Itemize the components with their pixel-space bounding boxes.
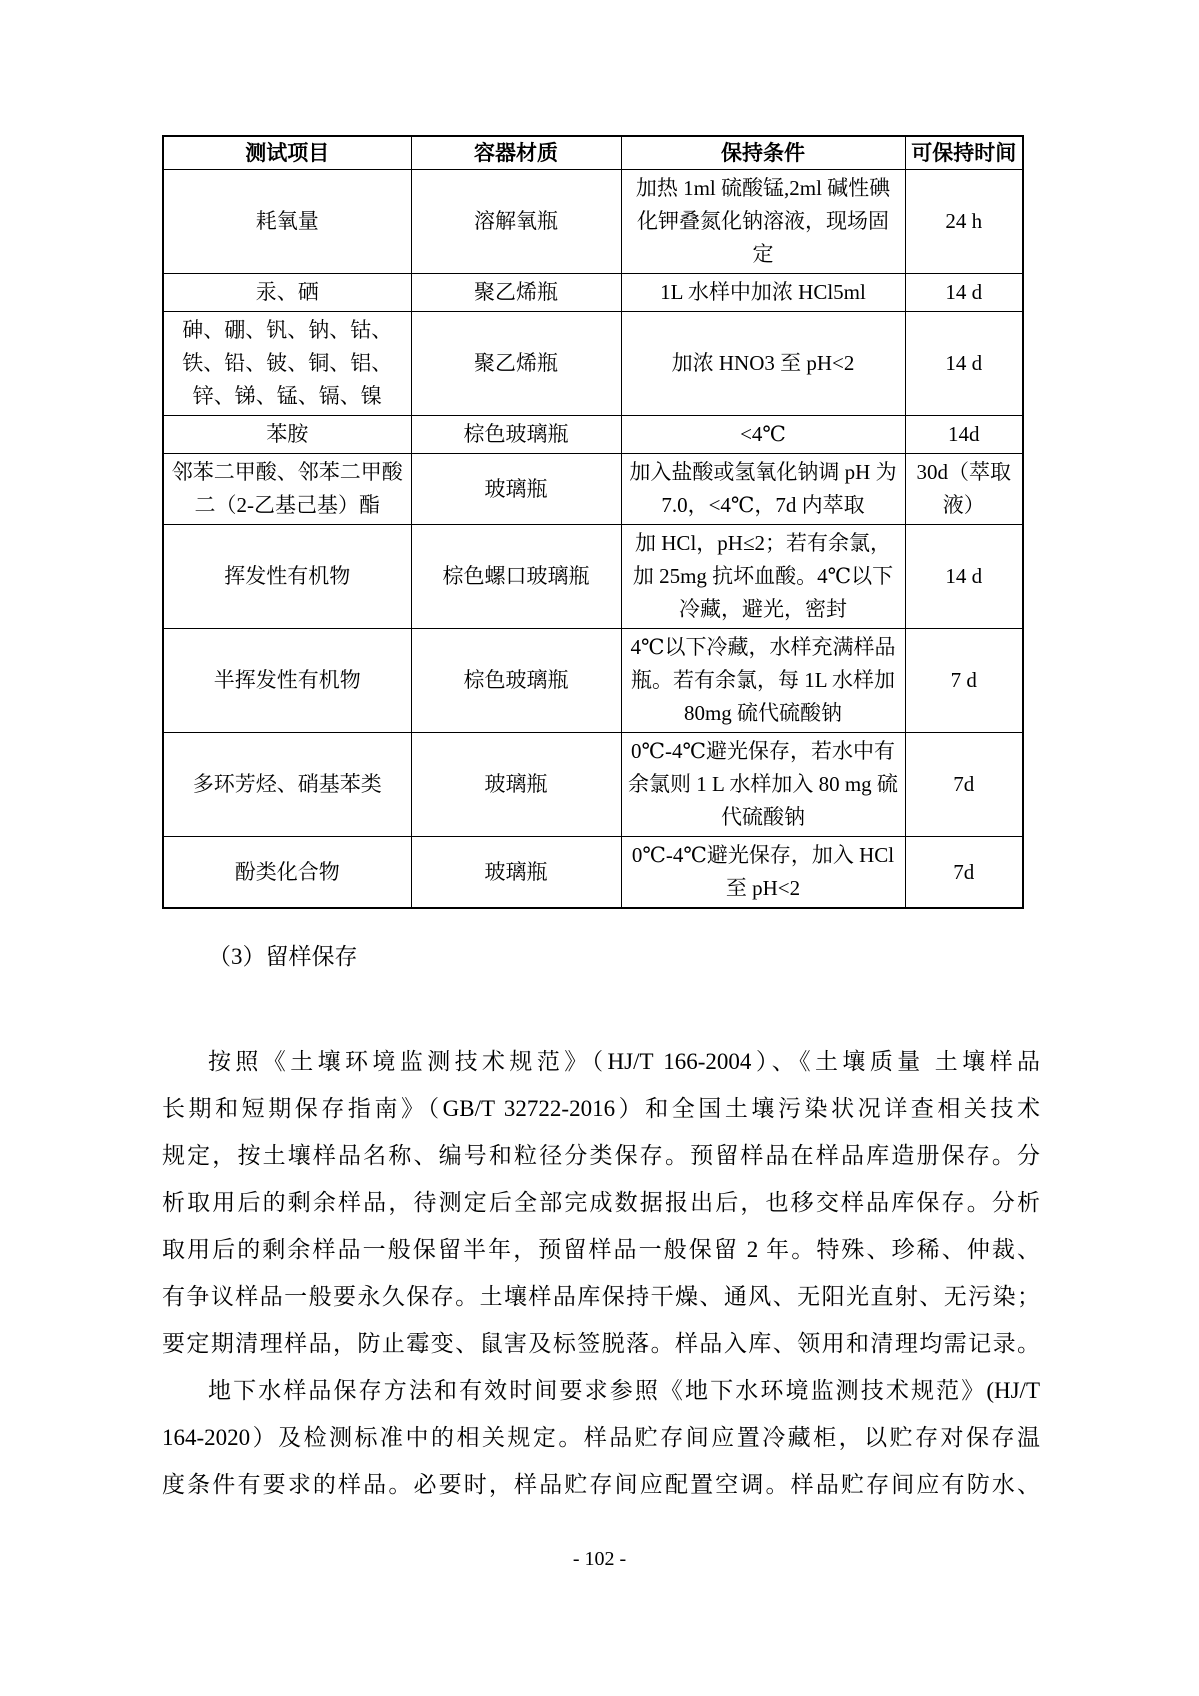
table-row [163, 733, 1023, 837]
cell-test-item: 挥发性有机物 [163, 525, 411, 629]
table-row [163, 629, 1023, 733]
cell-test-item: 汞、硒 [163, 274, 411, 312]
paragraph-line: 164-2020）及检测标准中的相关规定。样品贮存间应置冷藏柜，以贮存对保存温 [162, 1425, 1040, 1450]
page-footer [0, 1548, 1199, 1571]
cell-preservation-time: 14 d [905, 312, 1023, 416]
paragraph-line: 地下水样品保存方法和有效时间要求参照《地下水环境监测技术规范》(HJ/T [208, 1378, 1040, 1403]
cell-preservation-condition: 加热 1ml 硫酸锰,2ml 碱性碘化钾叠氮化钠溶液，现场固定 [621, 170, 905, 274]
cell-preservation-condition: 加入盐酸或氢氧化钠调 pH 为 7.0，<4℃，7d 内萃取 [621, 454, 905, 525]
table-row [163, 525, 1023, 629]
cell-test-item: 半挥发性有机物 [163, 629, 411, 733]
cell-preservation-time: 14d [905, 416, 1023, 454]
cell-test-item: 酚类化合物 [163, 837, 411, 909]
cell-container-material: 棕色玻璃瓶 [411, 629, 621, 733]
cell-test-item: 邻苯二甲酸、邻苯二甲酸二（2-乙基己基）酯 [163, 454, 411, 525]
cell-preservation-condition: 1L 水样中加浓 HCl5ml [621, 274, 905, 312]
table-row [163, 454, 1023, 525]
table-row [163, 416, 1023, 454]
table-header-row [163, 136, 1023, 170]
cell-preservation-time: 7d [905, 733, 1023, 837]
cell-container-material: 溶解氧瓶 [411, 170, 621, 274]
cell-container-material: 聚乙烯瓶 [411, 274, 621, 312]
table-row [163, 274, 1023, 312]
paragraph-line: 要定期清理样品，防止霉变、鼠害及标签脱落。样品入库、领用和清理均需记录。 [162, 1331, 1040, 1356]
sample-preservation-table [162, 135, 1024, 909]
table-row [163, 312, 1023, 416]
cell-test-item: 苯胺 [163, 416, 411, 454]
header-cell-test-item: 测试项目 [163, 136, 411, 170]
cell-preservation-time: 7d [905, 837, 1023, 909]
cell-container-material: 聚乙烯瓶 [411, 312, 621, 416]
table-row [163, 170, 1023, 274]
cell-preservation-condition: <4℃ [621, 416, 905, 454]
cell-preservation-time: 30d（萃取液） [905, 454, 1023, 525]
header-cell-container-material: 容器材质 [411, 136, 621, 170]
paragraph-line: 取用后的剩余样品一般保留半年，预留样品一般保留 2 年。特殊、珍稀、仲裁、 [162, 1237, 1040, 1262]
cell-test-item: 多环芳烃、硝基苯类 [163, 733, 411, 837]
body-text [162, 1038, 1040, 1508]
cell-preservation-condition: 加浓 HNO3 至 pH<2 [621, 312, 905, 416]
cell-preservation-time: 7 d [905, 629, 1023, 733]
cell-preservation-time: 24 h [905, 170, 1023, 274]
cell-container-material: 玻璃瓶 [411, 733, 621, 837]
cell-container-material: 棕色玻璃瓶 [411, 416, 621, 454]
cell-preservation-time: 14 d [905, 525, 1023, 629]
section-heading: （3）留样保存 [208, 944, 358, 969]
paragraph-line: 析取用后的剩余样品，待测定后全部完成数据报出后，也移交样品库保存。分析 [162, 1190, 1040, 1215]
cell-preservation-condition: 4℃以下冷藏，水样充满样品瓶。若有余氯，每 1L 水样加 80mg 硫代硫酸钠 [621, 629, 905, 733]
cell-preservation-condition: 0℃-4℃避光保存，加入 HCl 至 pH<2 [621, 837, 905, 909]
page-number: - 102 - [572, 1548, 627, 1570]
cell-container-material: 棕色螺口玻璃瓶 [411, 525, 621, 629]
cell-preservation-condition: 加 HCl，pH≤2；若有余氯，加 25mg 抗坏血酸。4℃以下冷藏，避光，密封 [621, 525, 905, 629]
paragraph-line: 度条件有要求的样品。必要时，样品贮存间应配置空调。样品贮存间应有防水、 [162, 1472, 1040, 1497]
table-row [163, 837, 1023, 909]
cell-test-item: 耗氧量 [163, 170, 411, 274]
header-cell-preservation-time: 可保持时间 [905, 136, 1023, 170]
paragraph-line: 规定，按土壤样品名称、编号和粒径分类保存。预留样品在样品库造册保存。分 [162, 1143, 1040, 1168]
paragraph-line: 长期和短期保存指南》（GB/T 32722-2016）和全国土壤污染状况详查相关技术 [162, 1096, 1040, 1121]
cell-container-material: 玻璃瓶 [411, 454, 621, 525]
cell-preservation-time: 14 d [905, 274, 1023, 312]
cell-test-item: 砷、硼、钒、钠、钴、铁、铅、铍、铜、铝、锌、锑、锰、镉、镍 [163, 312, 411, 416]
cell-container-material: 玻璃瓶 [411, 837, 621, 909]
paragraph-line: 有争议样品一般要永久保存。土壤样品库保持干燥、通风、无阳光直射、无污染； [162, 1284, 1040, 1309]
cell-preservation-condition: 0℃-4℃避光保存，若水中有余氯则 1 L 水样加入 80 mg 硫代硫酸钠 [621, 733, 905, 837]
paragraph-line: 按照《土壤环境监测技术规范》（HJ/T 166-2004）、《土壤质量 土壤样品 [208, 1049, 1040, 1074]
header-cell-preservation-condition: 保持条件 [621, 136, 905, 170]
